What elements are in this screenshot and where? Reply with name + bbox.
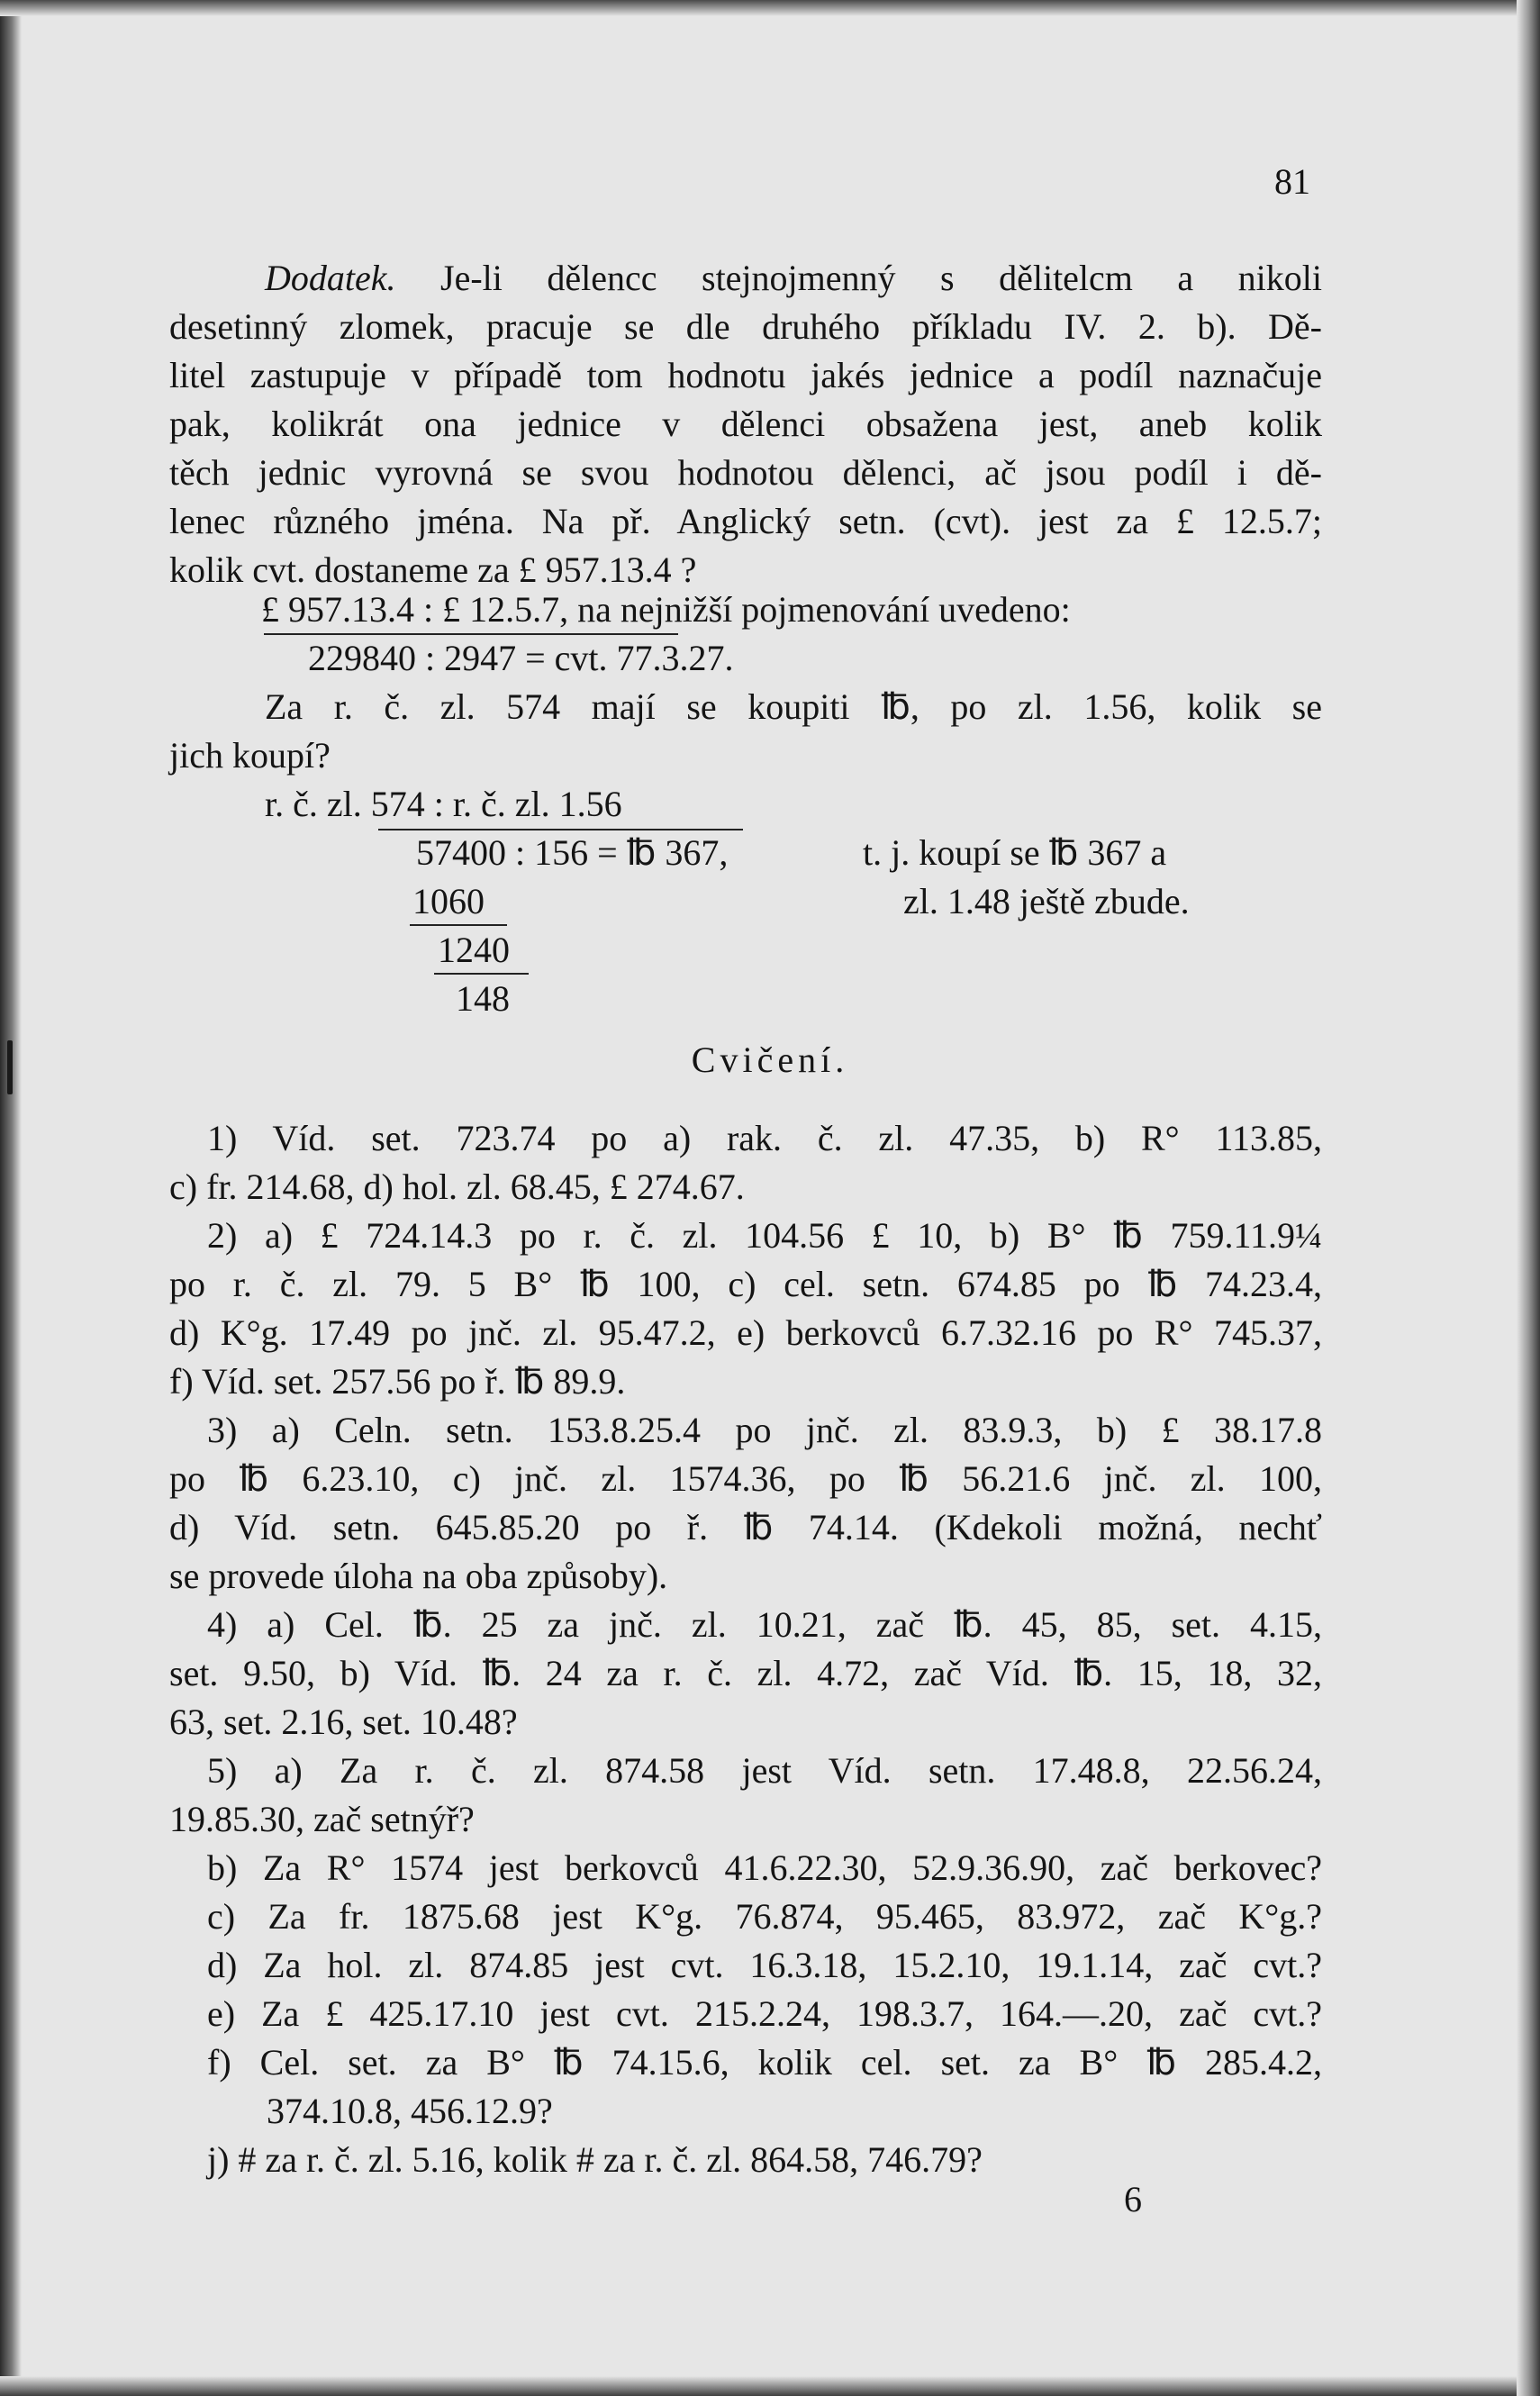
scan-edge-top <box>0 0 1540 16</box>
exercise-5j: j) # za r. č. zl. 5.16, kolik # za r. č. zl. 864.58, 746.79? <box>207 2139 983 2180</box>
dodatek-line-6: lenec různého jména. Na př. Anglický setn. (cvt). jest za £ 12.5.7; <box>169 501 1322 541</box>
exercise-4-line-1: 4) a) Cel. ℔. 25 za jnč. zl. 10.21, zač ℔. 45, 85, set. 4.15, <box>207 1604 1322 1645</box>
exercise-2-line-3: d) K°g. 17.49 po jnč. zl. 95.47.2, e) berkovců 6.7.32.16 po R° 745.37, <box>169 1312 1322 1353</box>
calc2-row-1: 57400 : 156 = ℔ 367, <box>416 832 729 873</box>
exercise-3-line-4: se provede úloha na oba způsoby). <box>169 1556 668 1596</box>
calc2-row-4: 148 <box>456 978 510 1019</box>
exercise-5d: d) Za hol. zl. 874.85 jest cvt. 16.3.18, 15.2.10, 19.1.14, zač cvt.? <box>207 1945 1322 1985</box>
exercise-5f-line-1: f) Cel. set. za B° ℔ 74.15.6, kolik cel. set. za B° ℔ 285.4.2, <box>207 2042 1322 2083</box>
scan-edge-bottom <box>0 2376 1540 2396</box>
problem2-paragraph <box>169 683 1322 780</box>
calc2-note-2: zl. 1.48 ještě zbude. <box>903 881 1190 921</box>
calc1-line-2: 229840 : 2947 = cvt. 77.3.27. <box>308 638 734 678</box>
exercise-5c: c) Za fr. 1875.68 jest K°g. 76.874, 95.465, 83.972, zač K°g.? <box>207 1896 1322 1937</box>
exercise-5b: b) Za R° 1574 jest berkovců 41.6.22.30, 52.9.36.90, zač berkovec? <box>207 1847 1322 1888</box>
dodatek-label: Dodatek. <box>265 258 396 298</box>
exercises <box>169 1114 1322 2184</box>
problem2-line-1: Za r. č. zl. 574 mají se koupiti ℔, po zl. 1.56, kolik se <box>265 686 1322 727</box>
calc2-row-0: r. č. zl. 574 : r. č. zl. 1.56 <box>265 784 622 824</box>
exercise-5f-line-2: 374.10.8, 456.12.9? <box>267 2091 553 2131</box>
exercise-4-line-2: set. 9.50, b) Víd. ℔. 24 za r. č. zl. 4.72, zač Víd. ℔. 15, 18, 32, <box>169 1653 1322 1693</box>
calc2-row-3: 1240 <box>438 930 510 970</box>
exercise-1-line-2: c) fr. 214.68, d) hol. zl. 68.45, £ 274.67. <box>169 1166 745 1207</box>
dodatek-line-4: pak, kolikrát ona jednice v dělenci obsažena jest, aneb kolik <box>169 404 1322 444</box>
calc2-note-1: t. j. koupí se ℔ 367 a <box>863 832 1167 873</box>
dodatek-line-1 <box>169 254 1322 303</box>
dodatek-line-1-text: Je-li dělencc stejnojmenný s dělitelcm a nikoli <box>395 258 1322 298</box>
problem2-line-2: jich koupí? <box>169 735 331 776</box>
exercise-2-line-4: f) Víd. set. 257.56 po ř. ℔ 89.9. <box>169 1361 626 1402</box>
exercise-1-line-1: 1) Víd. set. 723.74 po a) rak. č. zl. 47.35, b) R° 113.85, <box>207 1118 1322 1158</box>
exercise-2-line-1: 2) a) £ 724.14.3 po r. č. zl. 104.56 £ 10, b) B° ℔ 759.11.9¼ <box>207 1215 1322 1256</box>
exercise-5a-line-1: 5) a) Za r. č. zl. 874.58 jest Víd. setn. 17.48.8, 22.56.24, <box>207 1750 1322 1791</box>
calc1-line-1: £ 957.13.4 : £ 12.5.7, na nejnižší pojmenování uvedeno: <box>261 589 1071 630</box>
dodatek-line-3: litel zastupuje v případě tom hodnotu jakés jednice a podíl naznačuje <box>169 355 1322 395</box>
section-heading: Cvičení. <box>691 1039 849 1080</box>
exercise-5a-line-2: 19.85.30, zač setnýř? <box>169 1799 475 1839</box>
exercise-3-line-3: d) Víd. setn. 645.85.20 po ř. ℔ 74.14. (Kdekoli možná, nechť <box>169 1507 1322 1547</box>
exercise-2-line-2: po r. č. zl. 79. 5 B° ℔ 100, c) cel. setn. 674.85 po ℔ 74.23.4, <box>169 1264 1322 1304</box>
page-number-bottom: 6 <box>1124 2179 1142 2219</box>
exercise-4-line-3: 63, set. 2.16, set. 10.48? <box>169 1702 518 1742</box>
dodatek-line-5: těch jednic vyrovná se svou hodnotou dělenci, ač jsou podíl i dě- <box>169 452 1322 493</box>
calc2-row-2: 1060 <box>412 881 485 921</box>
page-number-top: 81 <box>1274 161 1310 202</box>
dodatek-paragraph <box>169 254 1322 594</box>
exercise-5e: e) Za £ 425.17.10 jest cvt. 215.2.24, 198.3.7, 164.—.20, zač cvt.? <box>207 1993 1322 2034</box>
exercise-3-line-2: po ℔ 6.23.10, c) jnč. zl. 1574.36, po ℔ 56.21.6 jnč. zl. 100, <box>169 1458 1322 1499</box>
dodatek-line-2: desetinný zlomek, pracuje se dle druhého příkladu IV. 2. b). Dě- <box>169 306 1322 347</box>
exercise-3-line-1: 3) a) Celn. setn. 153.8.25.4 po jnč. zl. 83.9.3, b) £ 38.17.8 <box>207 1410 1322 1450</box>
dodatek-line-7: kolik cvt. dostaneme za £ 957.13.4 ? <box>169 549 697 590</box>
